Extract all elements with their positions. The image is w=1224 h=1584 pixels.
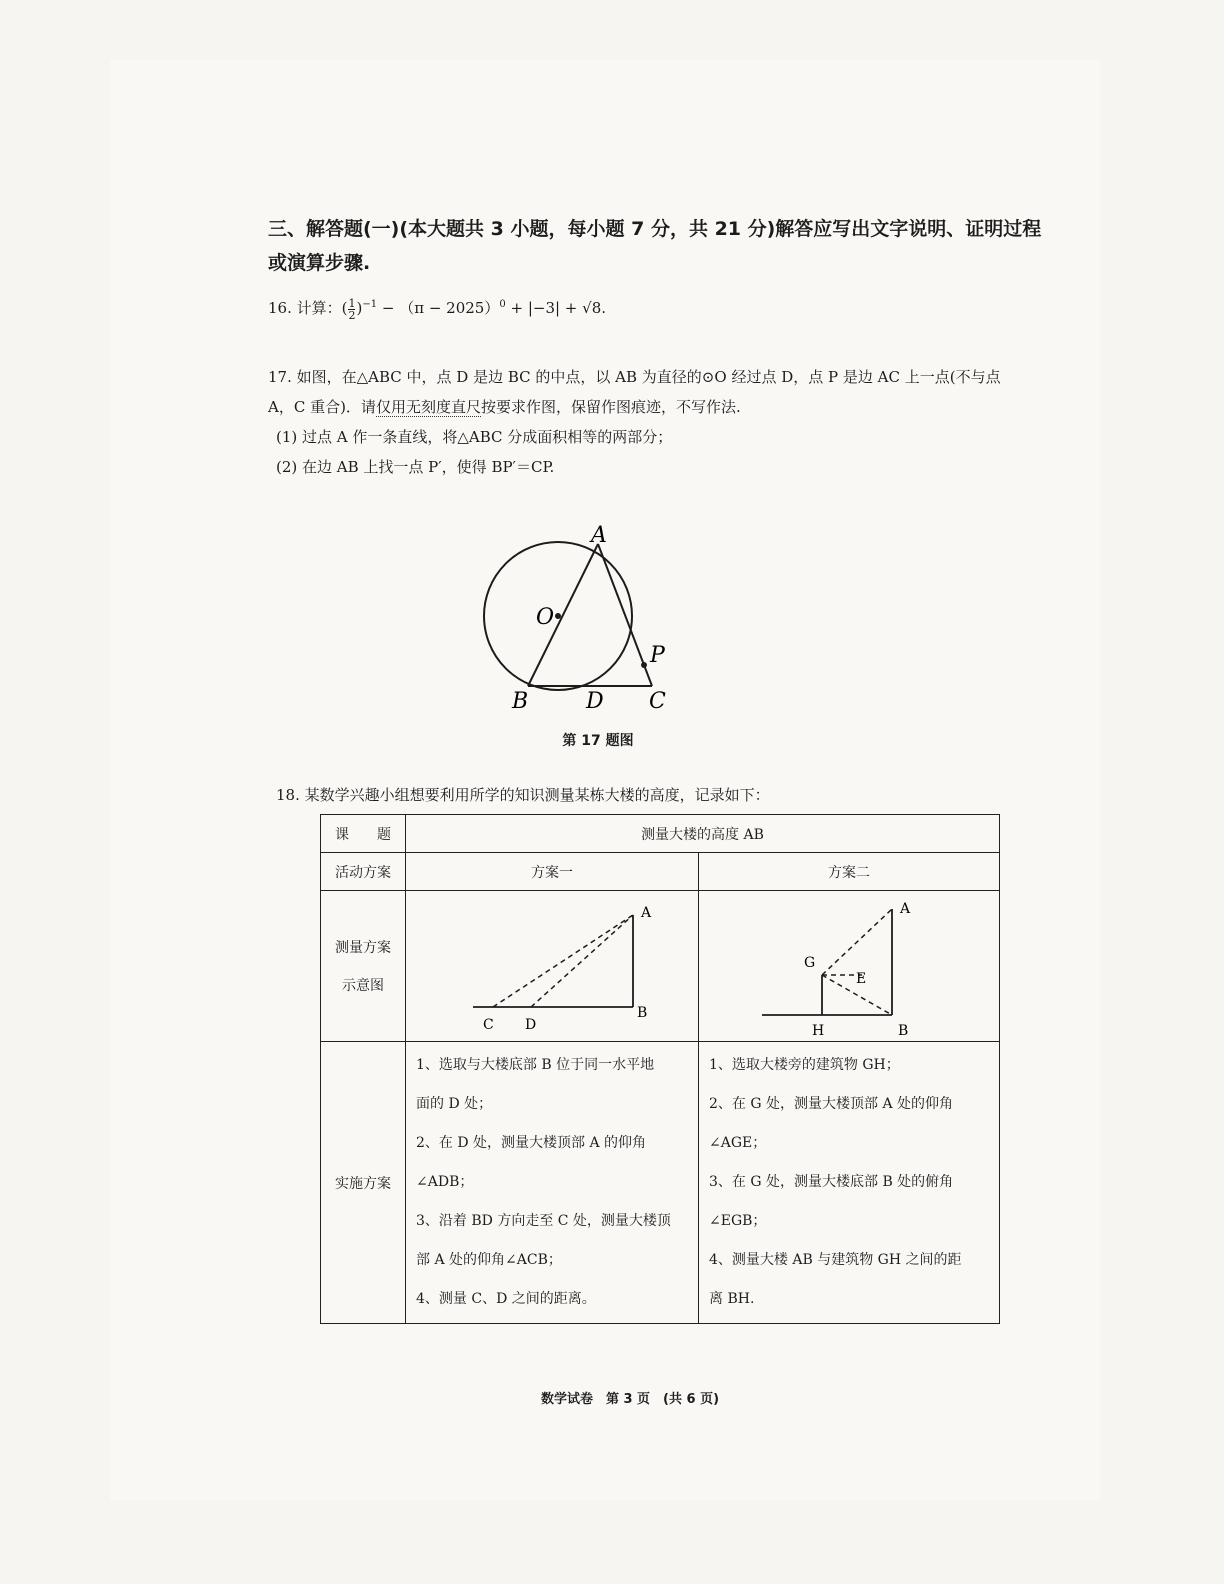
section-heading: 三、解答题(一)(本大题共 3 小题，每小题 7 分，共 21 分)解答应写出文字说明、证明过程或演算步骤. (268, 218, 1042, 274)
q17-line2-b: 按要求作图，保留作图痕迹，不写作法. (480, 398, 741, 416)
plan2-step-line: ∠EGB； (709, 1213, 767, 1229)
cell-plan1-name: 方案一 (406, 853, 699, 891)
question-17 (268, 362, 1048, 482)
plan1-label-c: C (483, 1017, 494, 1033)
cell-plan2-diagram (699, 891, 1000, 1042)
figure-17-diagram (470, 520, 710, 720)
plan1-step-line: 部 A 处的仰角∠ACB； (416, 1252, 562, 1268)
plan2-step-line: 3、在 G 处，测量大楼底部 B 处的俯角 (709, 1174, 954, 1190)
cell-activity-label: 活动方案 (321, 853, 406, 891)
plan2-label-a: A (900, 901, 911, 917)
cell-plan1-steps (406, 1042, 699, 1324)
plan1-step-line: ∠ADB； (416, 1174, 474, 1190)
plan1-label-a: A (641, 905, 652, 921)
figure-17-caption: 第 17 题图 (562, 733, 634, 749)
cell-plan2-steps (699, 1042, 1000, 1324)
cell-topic-label: 课 题 (321, 815, 406, 853)
point-o (555, 613, 561, 619)
q17-line2-a: A，C 重合)．请 (268, 398, 376, 416)
label-b: B (512, 689, 529, 714)
q16-frac-den: 2 (348, 308, 356, 322)
plan2-label-b: B (898, 1023, 909, 1037)
plan2-step-line: 4、测量大楼 AB 与建筑物 GH 之间的距 (709, 1252, 962, 1268)
q16-exp1: −1 (362, 299, 378, 310)
plan2-sightline-ga (822, 909, 892, 975)
plan2-step-line: 2、在 G 处，测量大楼顶部 A 处的仰角 (709, 1096, 954, 1112)
label-o: O (536, 605, 555, 630)
plan1-sightline-d (531, 915, 633, 1007)
cell-plan2-name: 方案二 (699, 853, 1000, 891)
plan1-step-line: 4、测量 C、D 之间的距离。 (416, 1291, 596, 1307)
cell-plan1-diagram (406, 891, 699, 1042)
row-topic (321, 815, 1000, 853)
question-16 (268, 290, 1048, 323)
row-diagram (321, 891, 1000, 1042)
cell-diagram-label (321, 891, 406, 1042)
plan1-step-line: 2、在 D 处，测量大楼顶部 A 的仰角 (416, 1135, 647, 1151)
q16-exp2: 0 (499, 299, 506, 310)
q16-prefix: 16. 计算：( (268, 299, 348, 317)
q17-part1: (1) 过点 A 作一条直线，将△ABC 分成面积相等的两部分； (276, 428, 673, 446)
cell-impl-label: 实施方案 (321, 1042, 406, 1324)
q17-part2: (2) 在边 AB 上找一点 P′，使得 BP′＝CP. (276, 458, 555, 476)
plan2-step-line: 离 BH. (709, 1291, 755, 1307)
label-a: A (591, 523, 607, 548)
page-footer: 数学试卷 第 3 页 (共 6 页) (540, 1392, 720, 1407)
plan1-diagram (407, 891, 697, 1037)
point-p (641, 662, 647, 668)
q16-tail: + |−3| + √8. (505, 299, 607, 317)
plan2-label-g: G (804, 955, 816, 971)
q17-line2-emphasis: 仅用无刻度直尺 (375, 398, 481, 416)
plan1-step-line: 3、沿着 BD 方向走至 C 处，测量大楼顶 (416, 1213, 671, 1229)
plan2-label-e: E (856, 971, 867, 987)
cell-topic-value: 测量大楼的高度 AB (406, 815, 1000, 853)
q17-line2 (268, 392, 1048, 422)
q16-fraction (348, 298, 355, 321)
plan1-label-d: D (525, 1017, 537, 1033)
q16-after-frac: ) (356, 299, 363, 317)
question-18-intro: 18. 某数学兴趣小组想要利用所学的知识测量某栋大楼的高度，记录如下： (276, 786, 770, 804)
label-p: P (650, 643, 665, 668)
plan2-step-line: ∠AGE； (709, 1135, 767, 1151)
plan2-diagram (702, 891, 996, 1037)
row-activity (321, 853, 1000, 891)
diagram-label-line2: 示意图 (342, 978, 384, 994)
plan1-step-line: 1、选取与大楼底部 B 位于同一水平地 (416, 1057, 655, 1073)
plan2-label-h: H (812, 1023, 825, 1037)
plan1-sightline-c (493, 915, 633, 1007)
q16-frac-num: 1 (348, 296, 356, 310)
plan2-step-line: 1、选取大楼旁的建筑物 GH； (709, 1057, 900, 1073)
measurement-plan-table (320, 814, 1000, 1324)
q16-middle: − （π − 2025） (377, 299, 500, 317)
label-c: C (649, 689, 666, 714)
row-implementation (321, 1042, 1000, 1324)
q17-line1: 17. 如图，在△ABC 中，点 D 是边 BC 的中点，以 AB 为直径的⊙O 经过点 D，点 P 是边 AC 上一点(不与点 (268, 368, 1001, 386)
label-d: D (586, 689, 604, 714)
plan1-step-line: 面的 D 处； (416, 1096, 493, 1112)
diagram-label-line1: 测量方案 (335, 940, 391, 956)
plan1-label-b: B (637, 1005, 648, 1021)
